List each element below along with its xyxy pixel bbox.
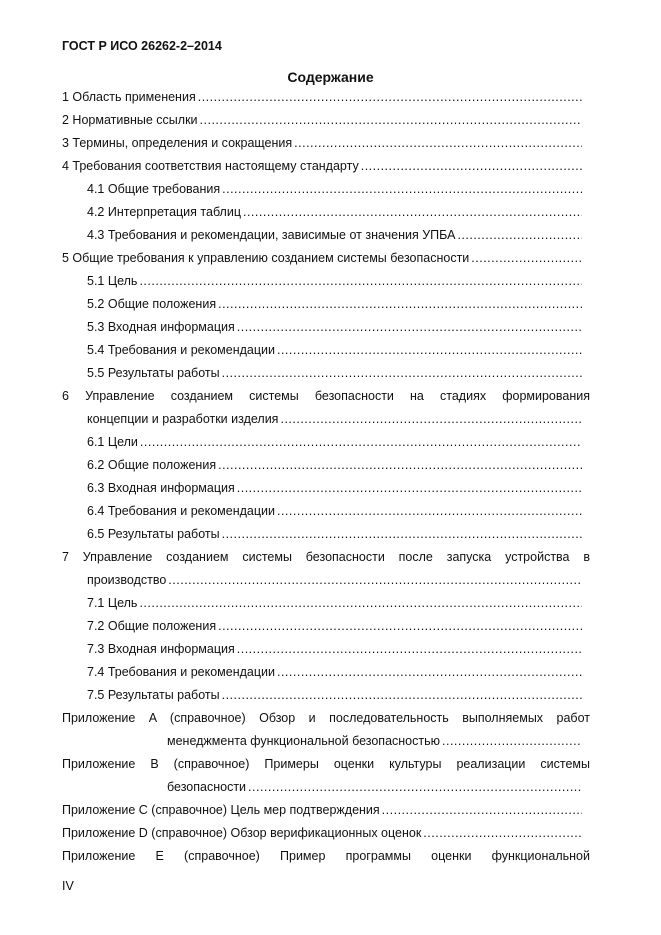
toc-appendix-d[interactable]: Приложение D (справочное) Обзор верификационных оценок ..... xyxy=(62,822,590,845)
toc-entry-6-4[interactable]: 6.4 Требования и рекомендации ..... xyxy=(62,500,590,523)
table-of-contents xyxy=(62,86,590,868)
toc-entry-7[interactable]: 7 Управление созданием системы безопасности после запуска устройства в xyxy=(62,550,590,564)
toc-entry-6-5[interactable]: 6.5 Результаты работы ..... xyxy=(62,523,590,546)
toc-entry-5-5[interactable]: 5.5 Результаты работы ..... xyxy=(62,362,590,385)
toc-appendix-b[interactable]: Приложение B (справочное) Примеры оценки культуры реализации системы xyxy=(62,757,590,771)
toc-appendix-b-cont[interactable]: безопасности ..... xyxy=(62,776,590,799)
toc-entry-4-3[interactable]: 4.3 Требования и рекомендации, зависимые от значения УПБА ..... xyxy=(62,224,590,247)
toc-appendix-a-cont[interactable]: менеджмента функциональной безопасностью ..... xyxy=(62,730,590,753)
toc-appendix-c[interactable]: Приложение C (справочное) Цель мер подтверждения ..... xyxy=(62,799,590,822)
toc-appendix-e[interactable]: Приложение E (справочное) Пример программы оценки функциональной xyxy=(62,849,590,863)
toc-entry-6-1[interactable]: 6.1 Цели ..... xyxy=(62,431,590,454)
toc-entry-5-3[interactable]: 5.3 Входная информация ..... xyxy=(62,316,590,339)
toc-entry-2[interactable]: 2 Нормативные ссылки ..... xyxy=(62,109,590,132)
document-header: ГОСТ Р ИСО 26262-2–2014 xyxy=(62,39,222,53)
toc-entry-1[interactable]: 1 Область применения ..... xyxy=(62,86,590,109)
toc-entry-5-2[interactable]: 5.2 Общие положения ..... xyxy=(62,293,590,316)
toc-entry-7-2[interactable]: 7.2 Общие положения ..... xyxy=(62,615,590,638)
page-number: IV xyxy=(62,879,74,893)
toc-entry-5[interactable]: 5 Общие требования к управлению созданием системы безопасности ..... xyxy=(62,247,590,270)
toc-entry-7-cont[interactable]: производство ..... xyxy=(62,569,590,592)
toc-entry-7-3[interactable]: 7.3 Входная информация ..... xyxy=(62,638,590,661)
toc-entry-5-4[interactable]: 5.4 Требования и рекомендации ..... xyxy=(62,339,590,362)
toc-entry-4-2[interactable]: 4.2 Интерпретация таблиц ..... xyxy=(62,201,590,224)
toc-entry-6[interactable]: 6 Управление созданием системы безопасности на стадиях формирования xyxy=(62,389,590,403)
toc-entry-6-cont[interactable]: концепции и разработки изделия ..... xyxy=(62,408,590,431)
toc-entry-6-2[interactable]: 6.2 Общие положения ..... xyxy=(62,454,590,477)
toc-entry-3[interactable]: 3 Термины, определения и сокращения ..... xyxy=(62,132,590,155)
toc-entry-4[interactable]: 4 Требования соответствия настоящему стандарту ..... xyxy=(62,155,590,178)
toc-entry-7-1[interactable]: 7.1 Цель ..... xyxy=(62,592,590,615)
toc-entry-6-3[interactable]: 6.3 Входная информация ..... xyxy=(62,477,590,500)
page-title: Содержание xyxy=(287,69,374,85)
toc-entry-7-4[interactable]: 7.4 Требования и рекомендации ..... xyxy=(62,661,590,684)
toc-entry-5-1[interactable]: 5.1 Цель ..... xyxy=(62,270,590,293)
toc-entry-7-5[interactable]: 7.5 Результаты работы ..... xyxy=(62,684,590,707)
toc-entry-4-1[interactable]: 4.1 Общие требования ..... xyxy=(62,178,590,201)
toc-appendix-a[interactable]: Приложение A (справочное) Обзор и последовательность выполняемых работ xyxy=(62,711,590,725)
